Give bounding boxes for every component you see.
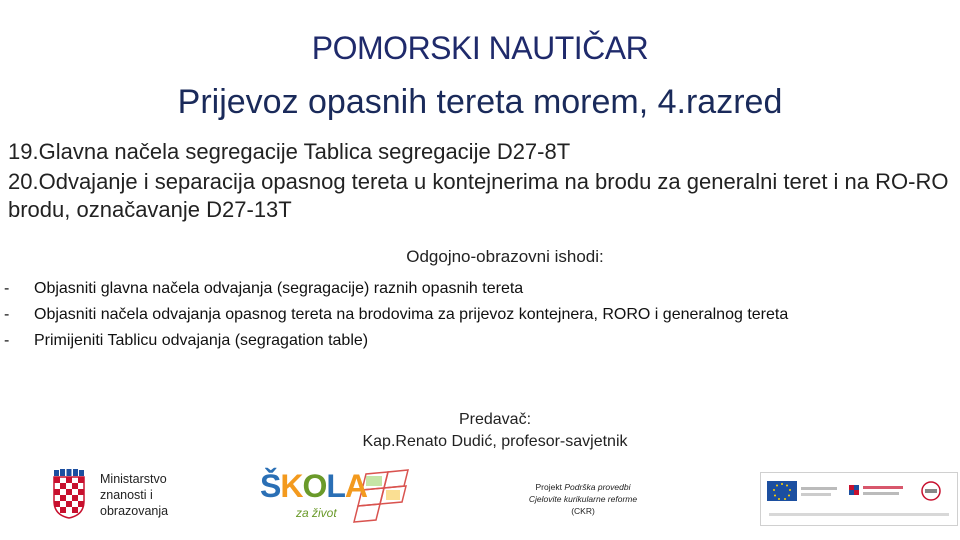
outcome-text: Objasniti glavna načela odvajanja (segragacije) raznih opasnih tereta: [34, 280, 524, 297]
ministry-logo: [52, 467, 192, 525]
page-subtitle: Prijevoz opasnih tereta morem, 4.razred: [177, 83, 783, 121]
outcome-text: Primijeniti Tablicu odvajanja (segragation table): [34, 332, 369, 349]
list-item: [4, 276, 788, 302]
lecturer-name: Kap.Renato Dudić, profesor-savjetnik: [362, 433, 628, 450]
topic-number: 19.: [8, 139, 39, 164]
bullet-dash: -: [4, 306, 10, 323]
skola-subtitle: za život: [296, 506, 337, 520]
topic-text: Glavna načela segregacije Tablica segregacije: [38, 139, 497, 164]
page-title: POMORSKI NAUTIČAR: [311, 30, 649, 66]
bullet-dash: -: [4, 280, 10, 297]
outcomes-list: [4, 276, 788, 354]
bullet-dash: -: [4, 332, 10, 349]
list-item: [4, 302, 788, 328]
topic-code: D27-13T: [206, 197, 292, 222]
outcomes-heading: Odgojno-obrazovni ishodi:: [406, 247, 604, 266]
topic-20: [8, 168, 958, 224]
skola-za-zivot-logo: [260, 462, 420, 530]
eu-funding-logos: [760, 472, 958, 526]
outcome-text: Objasniti načela odvajanja opasnog tereta na brodovima za prijevoz kontejnera, RORO i generalnog tereta: [34, 306, 789, 323]
ministry-name: Ministarstvo znanosti i obrazovanja: [100, 472, 169, 518]
skola-word: ŠKOLA: [260, 468, 367, 504]
topic-19: [8, 138, 570, 166]
lecturer-block: [0, 409, 960, 453]
list-item: [4, 328, 788, 354]
topic-text: Odvajanje i separacija opasnog tereta u kontejnerima na brodu za generalni teret i na RO-RO brodu, označavanje: [8, 169, 949, 222]
topic-code: D27-8T: [496, 139, 571, 164]
croatian-crest-icon: [52, 469, 86, 519]
eu-flag-icon: [761, 473, 957, 525]
lecturer-label: Predavač:: [458, 411, 532, 428]
project-caption: Projekt Podrška provedbi Cjelovite kurikularne reforme (CKR): [528, 482, 638, 516]
topic-number: 20.: [8, 169, 39, 194]
